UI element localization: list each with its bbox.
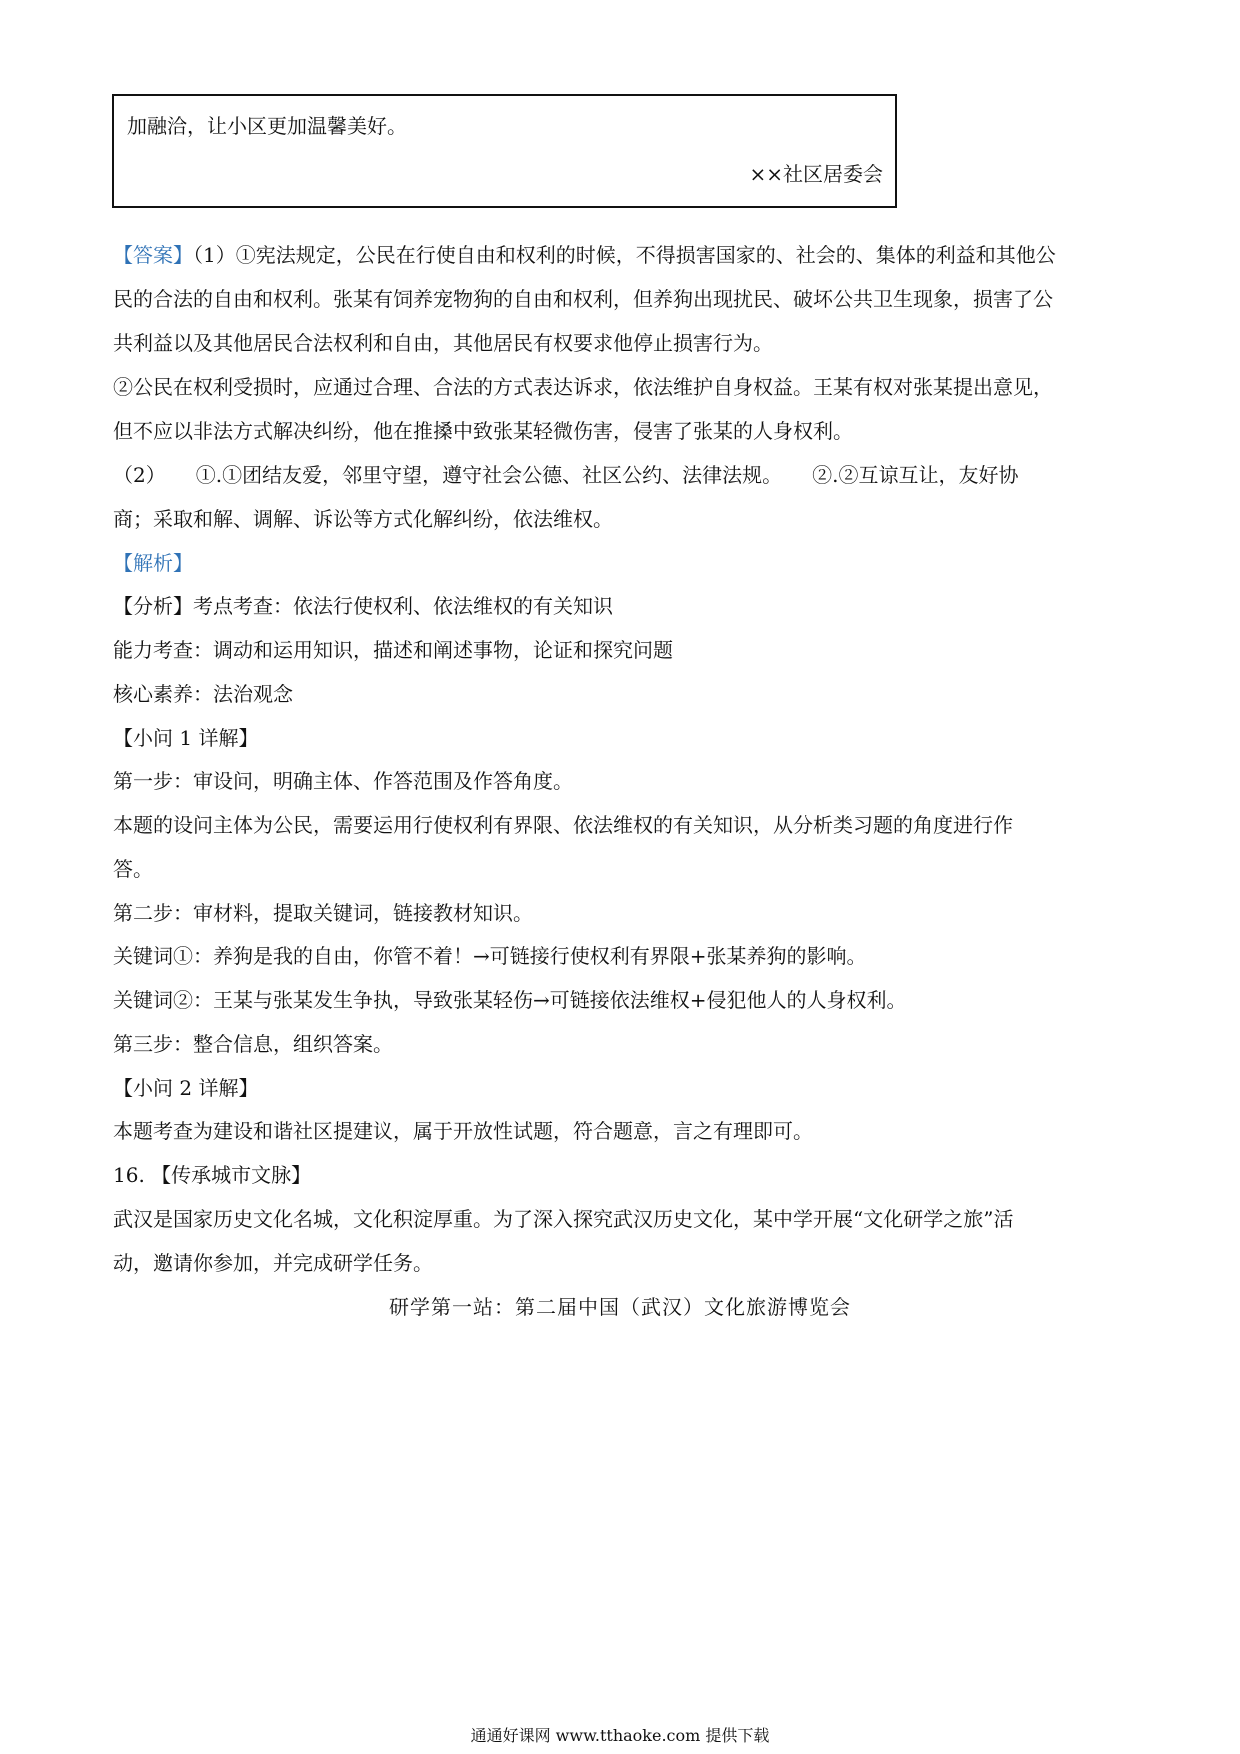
answer-line-3: 共利益以及其他居民合法权利和自由，其他居民有权要求他停止损害行为。 <box>113 331 773 355</box>
analysis-line: 关键词①：养狗是我的自由，你管不着！→可链接行使权利有界限+张某养狗的影响。 <box>113 944 867 968</box>
answer-line-5: 但不应以非法方式解决纠纷，他在推搡中致张某轻微伤害，侵害了张某的人身权利。 <box>113 419 853 443</box>
analysis-line: 第三步：整合信息，组织答案。 <box>113 1032 393 1056</box>
analysis-subheading: 【小问 2 详解】 <box>113 1076 259 1100</box>
analysis-line: 【分析】考点考查：依法行使权利、依法维权的有关知识 <box>113 594 613 618</box>
analysis-line: 第一步：审设问，明确主体、作答范围及作答角度。 <box>113 769 573 793</box>
figure-caption: 研学第一站：第二届中国（武汉）文化旅游博览会 <box>389 1295 851 1319</box>
answer-line-1 <box>113 239 1129 271</box>
analysis-line: 本题考查为建设和谐社区提建议，属于开放性试题，符合题意，言之有理即可。 <box>113 1119 813 1143</box>
notice-text: 加融洽，让小区更加温馨美好。 <box>127 114 407 138</box>
answer-line-2: 民的合法的自由和权利。张某有饲养宠物狗的自由和权利，但养狗出现扰民、破坏公共卫生现象，损害了公 <box>113 287 1053 311</box>
analysis-line: 本题的设问主体为公民，需要运用行使权利有界限、依法维权的有关知识，从分析类习题的角度进行作 <box>113 813 1013 837</box>
analysis-line: 关键词②：王某与张某发生争执，导致张某轻伤→可链接依法维权+侵犯他人的人身权利。 <box>113 988 907 1012</box>
analysis-line: 能力考查：调动和运用知识，描述和阐述事物，论证和探究问题 <box>113 638 673 662</box>
question-16-heading: 16. 【传承城市文脉】 <box>113 1163 312 1187</box>
analysis-line: 核心素养：法治观念 <box>113 682 293 706</box>
notice-box <box>112 94 897 208</box>
analysis-line: 第二步：审材料，提取关键词，链接教材知识。 <box>113 901 533 925</box>
analysis-label: 【解析】 <box>113 551 193 575</box>
notice-signature: ××社区居委会 <box>749 162 883 186</box>
answer-q1-text: （1）①宪法规定，公民在行使自由和权利的时候，不得损害国家的、社会的、集体的利益和其他公 <box>193 243 1056 267</box>
question-16-line-1: 武汉是国家历史文化名城，文化积淀厚重。为了深入探究武汉历史文化，某中学开展“文化研学之旅”活 <box>113 1207 1014 1231</box>
page-footer: 通通好课网 www.tthaoke.com 提供下载 <box>470 1726 770 1745</box>
answer-q2-line-1: （2） ①.①团结友爱，邻里守望，遵守社会公德、社区公约、法律法规。 ②.②互谅互让，友好协 <box>113 463 1019 487</box>
analysis-subheading: 【小问 1 详解】 <box>113 726 259 750</box>
answer-line-4: ②公民在权利受损时，应通过合理、合法的方式表达诉求，依法维护自身权益。王某有权对张某提出意见， <box>113 375 1053 399</box>
analysis-line: 答。 <box>113 857 153 881</box>
answer-label: 【答案】 <box>113 243 193 267</box>
answer-q2-line-2: 商；采取和解、调解、诉讼等方式化解纠纷，依法维权。 <box>113 507 613 531</box>
question-16-line-2: 动，邀请你参加，并完成研学任务。 <box>113 1251 433 1275</box>
